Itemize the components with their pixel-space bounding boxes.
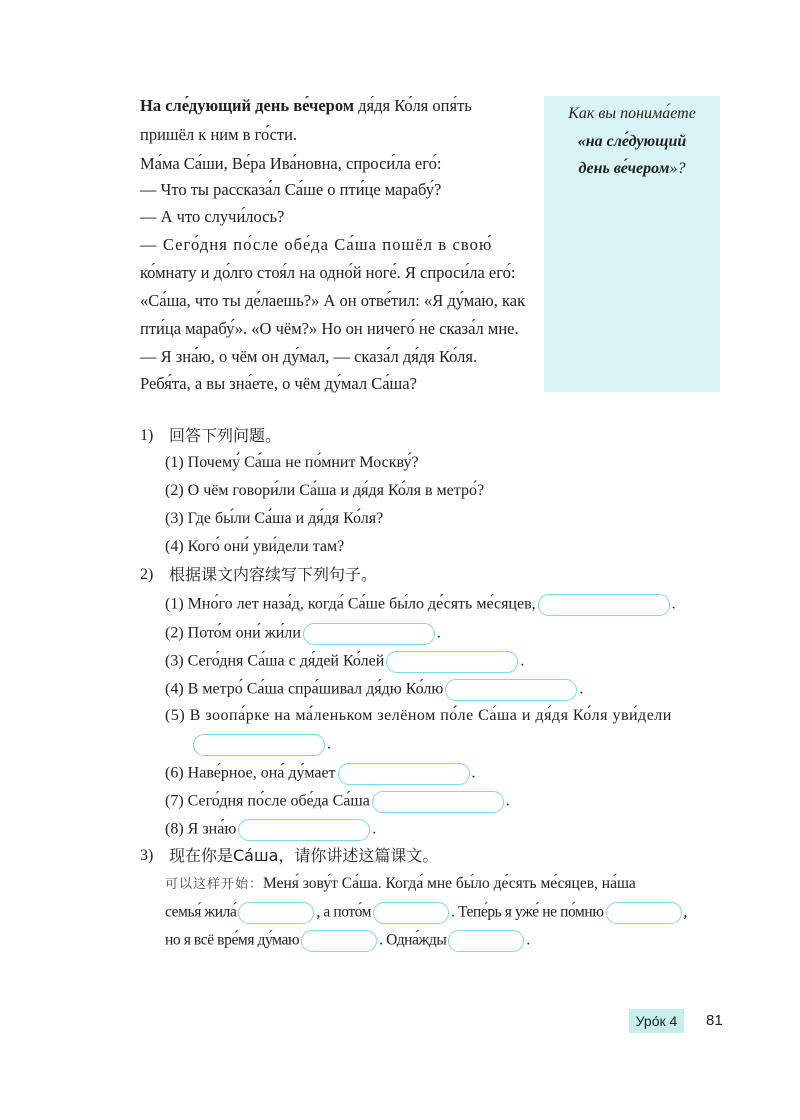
item-text: (7) Сего́дня по́сле обе́да Са́ша: [165, 792, 370, 810]
sidebar-bold-2: день ве́чером: [578, 160, 670, 177]
answer-blank-3[interactable]: [386, 651, 518, 673]
exercise-2-item-6: [165, 763, 476, 785]
item-end: .: [471, 764, 476, 782]
exercise-2-item-5-cont: [191, 734, 331, 756]
exercise-1-number: 1): [140, 427, 154, 444]
story-bold-phrase: На сле́дующий день ве́чером: [140, 96, 355, 115]
story-blank-3[interactable]: [606, 902, 682, 924]
exercise-1-question: (2) О чём говори́ли Са́ша и дя́дя Ко́ля в метро́?: [165, 482, 485, 499]
sidebar-bold-1: «на сле́дующий: [577, 133, 687, 150]
exercise-3-text: ,: [683, 903, 687, 921]
page-number: 81: [706, 1012, 723, 1029]
exercise-2-item-7: [165, 791, 510, 813]
exercise-3-text: семья́ жила́: [165, 903, 237, 921]
sidebar-line-3: [544, 159, 720, 179]
exercise-3-text: , а пото́м: [316, 903, 372, 921]
exercise-3-line-2: [165, 902, 687, 924]
sidebar-line-3-end: »?: [669, 160, 686, 177]
exercise-1-question: (3) Где бы́ли Са́ша и дя́дя Ко́ля?: [165, 510, 384, 527]
exercise-3-number: 3): [140, 847, 154, 864]
exercise-3-instruction: 现在你是Са́ша，请你讲述这篇课文。: [169, 846, 439, 865]
exercise-2-item-8: [165, 819, 376, 841]
story-blank-5[interactable]: [448, 930, 524, 952]
item-end: .: [372, 820, 377, 838]
item-end: .: [579, 680, 584, 698]
item-text: (4) В метро́ Са́ша спра́шивал дя́дю Ко́лю: [165, 680, 444, 698]
item-text: (1) Мно́го лет наза́д, когда́ Са́ше бы́ло де́сять ме́сяцев,: [165, 595, 536, 613]
story-blank-2[interactable]: [373, 902, 449, 924]
answer-blank-5[interactable]: [193, 734, 325, 756]
exercise-3-text: .: [526, 931, 530, 949]
exercise-3-text: но я всё вре́мя ду́маю: [165, 931, 300, 949]
answer-blank-1[interactable]: [538, 594, 670, 616]
answer-blank-7[interactable]: [372, 791, 504, 813]
story-line-4: — Что ты рассказа́л Са́ше о пти́це марабу́?: [140, 180, 442, 199]
story-line-8: «Са́ша, что ты де́лаешь?» А он отве́тил: «Я ду́маю, как: [140, 291, 526, 310]
exercise-3-hint: 可以这样开始：: [165, 877, 264, 892]
exercise-1-instruction: 回答下列问题。: [169, 426, 282, 445]
story-line-3: Ма́ма Са́ши, Ве́ра Ива́новна, спроси́ла его́:: [140, 154, 442, 173]
exercise-2-number: 2): [140, 566, 154, 583]
story-line-11: Ребя́та, а вы зна́ете, о чём ду́мал Са́ша?: [140, 374, 417, 393]
exercise-2-item-1: [165, 594, 676, 616]
exercise-2-item-4: [165, 679, 583, 701]
exercise-1-question: (4) Кого́ они́ уви́дели там?: [165, 538, 345, 555]
story-blank-4[interactable]: [301, 930, 377, 952]
story-blank-1[interactable]: [238, 902, 314, 924]
exercise-2-item-5: (5) В зоопа́рке на ма́леньком зелёном по́ле Са́ша и дя́дя Ко́ля уви́дели: [165, 707, 672, 724]
item-end: .: [327, 735, 331, 753]
answer-blank-8[interactable]: [238, 819, 370, 841]
exercise-3-text: Меня́ зову́т Са́ша. Когда́ мне бы́ло де́сять ме́сяцев, на́ша: [263, 875, 636, 892]
lesson-badge: Уро́к 4: [629, 1009, 684, 1033]
item-text: (2) Пото́м они́ жи́ли: [165, 624, 301, 642]
story-line-6: — Сего́дня по́сле обе́да Са́ша пошёл в свою́: [140, 235, 493, 254]
exercise-3-text: . Одна́жды: [379, 931, 447, 949]
item-end: .: [520, 652, 525, 670]
story-line-2: пришёл к ним в го́сти.: [140, 125, 298, 144]
exercise-3-line-3: [165, 930, 530, 952]
story-line-9: пти́ца марабу́». «О чём?» Но он ничего́ не сказа́л мне.: [140, 319, 519, 338]
exercise-3-line-1: [165, 874, 636, 895]
exercise-2-instruction: 根据课文内容续写下列句子。: [169, 565, 378, 584]
item-text: (3) Сего́дня Са́ша с дя́дей Ко́лей: [165, 652, 385, 670]
item-end: .: [505, 792, 510, 810]
answer-blank-4[interactable]: [445, 679, 577, 701]
story-line-1: [140, 96, 472, 116]
answer-blank-6[interactable]: [338, 763, 470, 785]
sidebar-question-box: [544, 96, 720, 392]
answer-blank-2[interactable]: [303, 623, 435, 645]
item-end: .: [671, 595, 676, 613]
story-line-1-rest: дя́дя Ко́ля опя́ть: [354, 96, 472, 115]
item-text: (6) Наве́рное, она́ ду́мает: [165, 764, 336, 782]
exercise-2-item-3: [165, 651, 524, 673]
story-line-5: — А что случи́лось?: [140, 207, 285, 226]
sidebar-line-1: Как вы понима́ете: [568, 105, 696, 122]
story-line-7: ко́мнату и до́лго стоя́л на одно́й ноге́. Я спроси́ла его́:: [140, 263, 516, 282]
exercise-2-item-2: [165, 623, 441, 645]
sidebar-line-2: [544, 132, 720, 152]
item-end: .: [436, 624, 441, 642]
exercise-3-text: . Тепе́рь я уже́ не по́мню: [451, 903, 604, 921]
story-line-10: — Я зна́ю, о чём он ду́мал, — сказа́л дя́дя Ко́ля.: [140, 347, 478, 366]
item-text: (8) Я зна́ю: [165, 820, 237, 838]
exercise-1-question: (1) Почему́ Са́ша не по́мнит Москву́?: [165, 454, 419, 471]
